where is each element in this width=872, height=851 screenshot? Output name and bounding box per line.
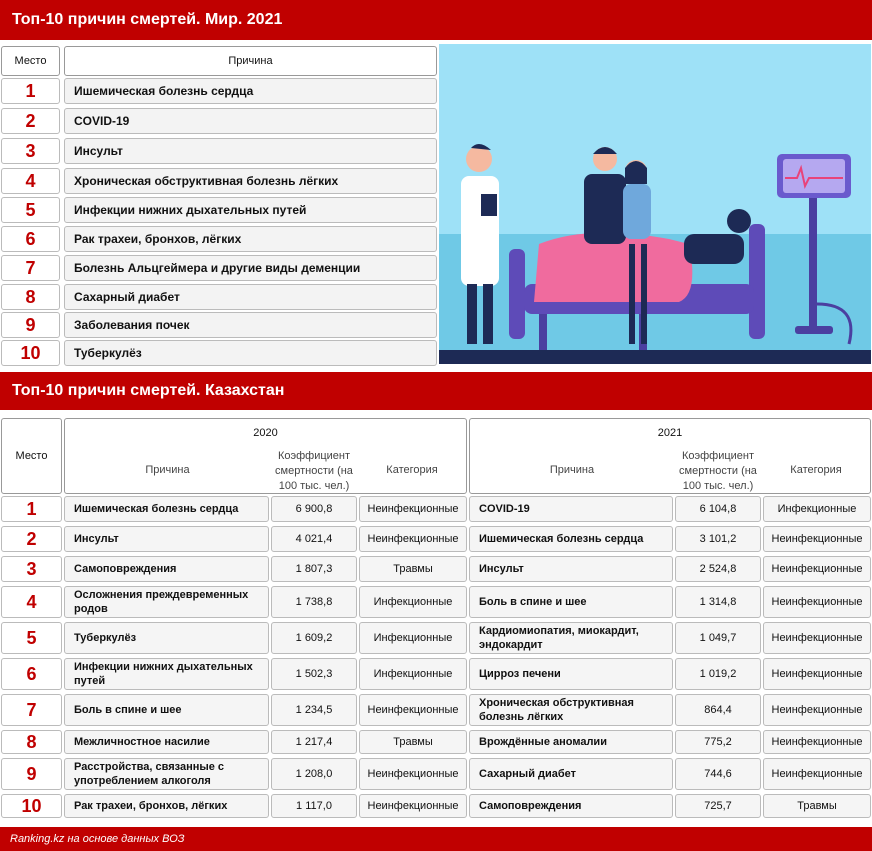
kz-cause-2021: Самоповреждения bbox=[469, 794, 673, 818]
world-cause: Туберкулёз bbox=[64, 340, 437, 366]
kz-cause-2021: Цирроз печени bbox=[469, 658, 673, 690]
world-cause: Сахарный диабет bbox=[64, 284, 437, 310]
kz-rate-2020: 6 900,8 bbox=[271, 496, 357, 522]
kz-cause-2020: Боль в спине и шее bbox=[64, 694, 269, 726]
kz-category-2020: Неинфекционные bbox=[359, 758, 467, 790]
kz-rank: 7 bbox=[1, 694, 62, 726]
world-cause: COVID-19 bbox=[64, 108, 437, 134]
world-cause: Заболевания почек bbox=[64, 312, 437, 338]
kz-rank: 9 bbox=[1, 758, 62, 790]
kz-category-2021: Неинфекционные bbox=[763, 694, 871, 726]
kz-rate-2020: 4 021,4 bbox=[271, 526, 357, 552]
kz-rank: 10 bbox=[1, 794, 62, 818]
kz-cause-2021: Инсульт bbox=[469, 556, 673, 582]
world-rank: 4 bbox=[1, 168, 60, 194]
world-rank: 7 bbox=[1, 255, 60, 281]
kz-category-2021: Инфекционные bbox=[763, 496, 871, 522]
world-rank: 9 bbox=[1, 312, 60, 338]
kz-category-2020: Неинфекционные bbox=[359, 694, 467, 726]
kz-header-2020 bbox=[64, 418, 467, 494]
kz-cause-2020: Расстройства, связанные с употреблением алкоголя bbox=[64, 758, 269, 790]
kz-rate-2021: 1 049,7 bbox=[675, 622, 761, 654]
kz-header-place: Место bbox=[1, 418, 62, 494]
kz-rank: 4 bbox=[1, 586, 62, 618]
kz-cause-2020: Межличностное насилие bbox=[64, 730, 269, 754]
col-cause-2021: Причина bbox=[549, 464, 595, 476]
kz-category-2020: Травмы bbox=[359, 730, 467, 754]
kz-category-2021: Неинфекционные bbox=[763, 586, 871, 618]
kz-cause-2020: Ишемическая болезнь сердца bbox=[64, 496, 269, 522]
world-cause: Инсульт bbox=[64, 138, 437, 164]
world-rank: 1 bbox=[1, 78, 60, 104]
kz-rate-2020: 1 609,2 bbox=[271, 622, 357, 654]
year-2020: 2020 bbox=[253, 427, 278, 439]
kz-category-2020: Инфекционные bbox=[359, 622, 467, 654]
kz-rank: 8 bbox=[1, 730, 62, 754]
kz-rate-2021: 1 019,2 bbox=[675, 658, 761, 690]
kz-category-2021: Неинфекционные bbox=[763, 556, 871, 582]
kz-rate-2021: 725,7 bbox=[675, 794, 761, 818]
kz-rate-2020: 1 217,4 bbox=[271, 730, 357, 754]
hospital-illustration bbox=[439, 44, 871, 364]
world-cause: Хроническая обструктивная болезнь лёгких bbox=[64, 168, 437, 194]
kz-rate-2020: 1 807,3 bbox=[271, 556, 357, 582]
world-title: Топ-10 причин смертей. Мир. 2021 bbox=[0, 0, 872, 40]
kz-header-2021 bbox=[469, 418, 871, 494]
kz-rate-2020: 1 117,0 bbox=[271, 794, 357, 818]
kz-rate-2021: 2 524,8 bbox=[675, 556, 761, 582]
col-rate-2020: Коэффициент смертности (на 100 тыс. чел.) bbox=[275, 450, 353, 492]
kz-rate-2021: 744,6 bbox=[675, 758, 761, 790]
col-category-2020: Категория bbox=[386, 464, 438, 476]
year-2021: 2021 bbox=[657, 427, 683, 439]
kz-cause-2021: Сахарный диабет bbox=[469, 758, 673, 790]
col-category-2021: Категория bbox=[790, 464, 842, 476]
kz-rate-2021: 775,2 bbox=[675, 730, 761, 754]
world-rank: 2 bbox=[1, 108, 60, 134]
kz-rank: 1 bbox=[1, 496, 62, 522]
world-rank: 5 bbox=[1, 197, 60, 223]
world-rank: 3 bbox=[1, 138, 60, 164]
kz-rate-2021: 1 314,8 bbox=[675, 586, 761, 618]
kz-category-2021: Травмы bbox=[763, 794, 871, 818]
kz-title: Топ-10 причин смертей. Казахстан bbox=[0, 372, 872, 410]
source-footer: Ranking.kz на основе данных ВОЗ bbox=[0, 827, 872, 851]
world-rank: 6 bbox=[1, 226, 60, 252]
world-cause: Ишемическая болезнь сердца bbox=[64, 78, 437, 104]
kz-rank: 3 bbox=[1, 556, 62, 582]
kz-category-2020: Травмы bbox=[359, 556, 467, 582]
world-cause: Рак трахеи, бронхов, лёгких bbox=[64, 226, 437, 252]
kz-category-2021: Неинфекционные bbox=[763, 758, 871, 790]
kz-cause-2020: Самоповреждения bbox=[64, 556, 269, 582]
kz-cause-2021: Ишемическая болезнь сердца bbox=[469, 526, 673, 552]
kz-category-2021: Неинфекционные bbox=[763, 730, 871, 754]
kz-cause-2021: Врождённые аномалии bbox=[469, 730, 673, 754]
col-rate-2021: Коэффициент смертности (на 100 тыс. чел.) bbox=[679, 450, 757, 492]
kz-cause-2020: Инсульт bbox=[64, 526, 269, 552]
kz-rate-2020: 1 208,0 bbox=[271, 758, 357, 790]
kz-category-2021: Неинфекционные bbox=[763, 526, 871, 552]
world-cause: Болезнь Альцгеймера и другие виды деменции bbox=[64, 255, 437, 281]
kz-category-2020: Неинфекционные bbox=[359, 794, 467, 818]
kz-rate-2021: 864,4 bbox=[675, 694, 761, 726]
kz-rate-2020: 1 234,5 bbox=[271, 694, 357, 726]
kz-cause-2021: Кардиомиопатия, миокардит, эндокардит bbox=[469, 622, 673, 654]
kz-category-2020: Неинфекционные bbox=[359, 526, 467, 552]
kz-rank: 5 bbox=[1, 622, 62, 654]
col-cause-2020: Причина bbox=[145, 464, 190, 476]
world-header-cause: Причина bbox=[64, 46, 437, 76]
kz-rate-2021: 6 104,8 bbox=[675, 496, 761, 522]
kz-rank: 6 bbox=[1, 658, 62, 690]
kz-cause-2021: Хроническая обструктивная болезнь лёгких bbox=[469, 694, 673, 726]
world-header-place: Место bbox=[1, 46, 60, 76]
kz-rank: 2 bbox=[1, 526, 62, 552]
kz-rate-2020: 1 502,3 bbox=[271, 658, 357, 690]
world-rank: 10 bbox=[1, 340, 60, 366]
kz-cause-2020: Осложнения преждевременных родов bbox=[64, 586, 269, 618]
kz-category-2020: Инфекционные bbox=[359, 658, 467, 690]
kz-cause-2020: Инфекции нижних дыхательных путей bbox=[64, 658, 269, 690]
kz-cause-2021: COVID-19 bbox=[469, 496, 673, 522]
kz-cause-2021: Боль в спине и шее bbox=[469, 586, 673, 618]
kz-rate-2020: 1 738,8 bbox=[271, 586, 357, 618]
kz-category-2021: Неинфекционные bbox=[763, 658, 871, 690]
world-cause: Инфекции нижних дыхательных путей bbox=[64, 197, 437, 223]
kz-rate-2021: 3 101,2 bbox=[675, 526, 761, 552]
kz-cause-2020: Рак трахеи, бронхов, лёгких bbox=[64, 794, 269, 818]
kz-category-2021: Неинфекционные bbox=[763, 622, 871, 654]
kz-category-2020: Инфекционные bbox=[359, 586, 467, 618]
world-rank: 8 bbox=[1, 284, 60, 310]
kz-category-2020: Неинфекционные bbox=[359, 496, 467, 522]
kz-cause-2020: Туберкулёз bbox=[64, 622, 269, 654]
